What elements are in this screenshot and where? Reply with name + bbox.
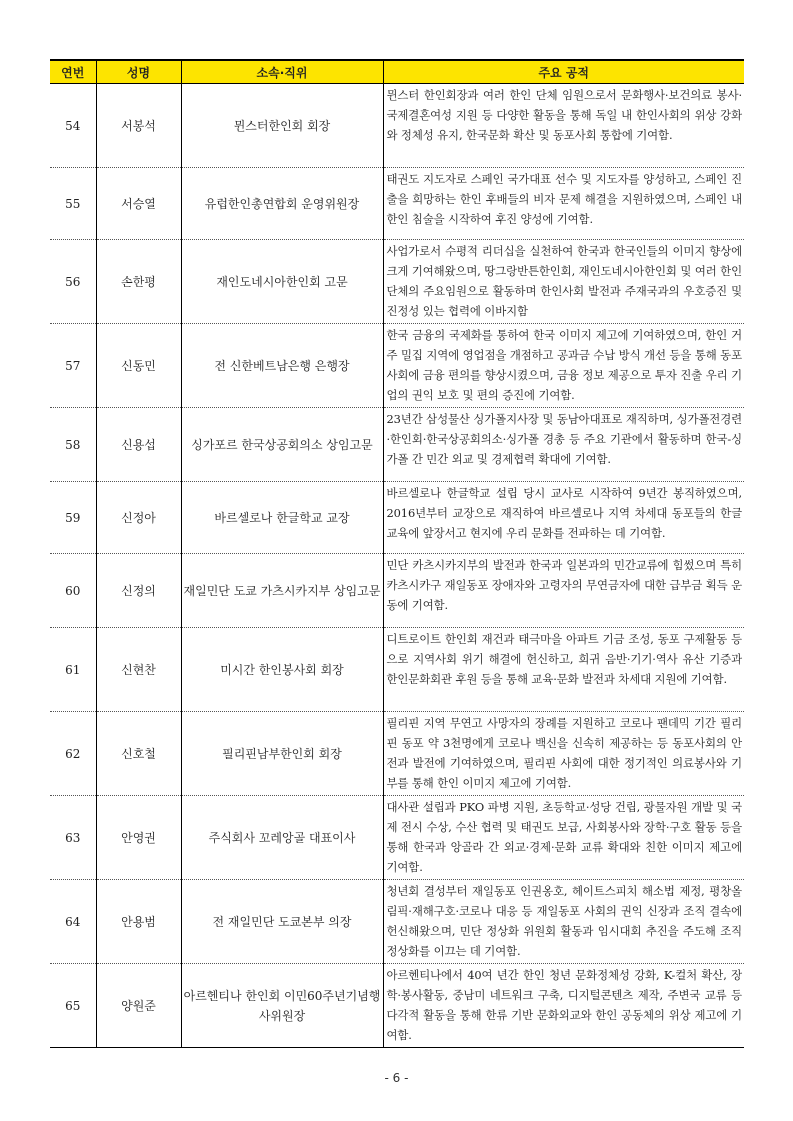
row-name: 서봉석 — [96, 84, 181, 168]
row-achievement: 바르셀로나 한글학교 설립 당시 교사로 시작하여 9년간 봉직하였으며, 2016년부터 교장으로 재직하여 바르셀로나 지역 차세대 동포들의 한글 교육에 앞장서고 현지에 우리 문화를 전파하는 데 기여함. — [383, 482, 744, 554]
row-num: 55 — [50, 168, 96, 240]
row-affiliation: 재일민단 도쿄 가츠시카지부 상임고문 — [181, 554, 383, 628]
row-num: 64 — [50, 880, 96, 964]
awards-table-container — [50, 59, 744, 1048]
row-num: 57 — [50, 324, 96, 408]
row-name: 양원준 — [96, 964, 181, 1048]
table-row — [50, 628, 744, 712]
row-affiliation: 뮌스터한인회 회장 — [181, 84, 383, 168]
table-row — [50, 554, 744, 628]
row-affiliation: 전 재일민단 도쿄본부 의장 — [181, 880, 383, 964]
row-achievement: 23년간 삼성물산 싱가폴지사장 및 동남아대표로 재직하며, 싱가폴전경련·한인회·한국상공회의소·싱가폴 경총 등 주요 기관에서 활동하며 한국-싱가폴 간 민간 외교 및 경제협력 확대에 기여함. — [383, 408, 744, 482]
header-affiliation: 소속·직위 — [181, 60, 383, 84]
row-achievement: 아르헨티나에서 40여 년간 한인 청년 문화정체성 강화, K-컬처 확산, 장학·봉사활동, 중남미 네트워크 구축, 디지털콘텐츠 제작, 주변국 교류 등 다각적 활동을 통해 한류 기반 문화외교와 한인 공동체의 위상 제고에 기여함. — [383, 964, 744, 1048]
row-affiliation: 재인도네시아한인회 고문 — [181, 240, 383, 324]
row-achievement: 청년회 결성부터 재일동포 인권옹호, 헤이트스피치 해소법 제정, 평창올림픽·재해구호·코로나 대응 등 재일동포 사회의 권익 신장과 조직 결속에 헌신해왔으며, 민단 정상화 위원회 활동과 임시대회 추진을 주도해 조직 정상화를 이끄는 데 기여함. — [383, 880, 744, 964]
row-num: 56 — [50, 240, 96, 324]
table-row — [50, 712, 744, 796]
row-num: 62 — [50, 712, 96, 796]
table-row — [50, 482, 744, 554]
table-row — [50, 880, 744, 964]
row-name: 안용범 — [96, 880, 181, 964]
row-num: 61 — [50, 628, 96, 712]
row-name: 신정아 — [96, 482, 181, 554]
row-achievement: 한국 금융의 국제화를 통하여 한국 이미지 제고에 기여하였으며, 한인 거주 밀집 지역에 영업점을 개점하고 공과금 수납 방식 개선 등을 통해 동포사회에 금융 편의를 향상시켰으며, 금융 정보 제공으로 투자 진출 우리 기업의 권익 보호 및 편의 증진에 기여함. — [383, 324, 744, 408]
table-header-row — [50, 60, 744, 84]
page-number: - 6 - — [384, 1071, 409, 1085]
row-achievement: 디트로이트 한인회 재건과 태극마을 아파트 기금 조성, 동포 구제활동 등으로 지역사회 위기 해결에 헌신하고, 희귀 음반·기기·역사 유산 기증과 한인문화회관 후원 등을 통해 교육·문화 발전과 차세대 지원에 기여함. — [383, 628, 744, 712]
row-name: 신호철 — [96, 712, 181, 796]
table-row — [50, 408, 744, 482]
awards-table — [50, 59, 744, 1048]
header-num: 연번 — [50, 60, 96, 84]
row-name: 신동민 — [96, 324, 181, 408]
row-name: 신현찬 — [96, 628, 181, 712]
row-name: 신정의 — [96, 554, 181, 628]
row-achievement: 뮌스터 한인회장과 여러 한인 단체 임원으로서 문화행사·보건의료 봉사·국제결혼여성 지원 등 다양한 활동을 통해 독일 내 한인사회의 위상 강화와 정체성 유지, 한국문화 확산 및 동포사회 통합에 기여함. — [383, 84, 744, 168]
row-num: 58 — [50, 408, 96, 482]
row-achievement: 대사관 설립과 PKO 파병 지원, 초등학교·성당 건립, 광물자원 개발 및 국제 전시 수상, 수산 협력 및 태권도 보급, 사회봉사와 장학·구호 활동 등을 통해 한국과 앙골라 간 외교·경제·문화 교류 확대와 친한 이미지 제고에 기여함. — [383, 796, 744, 880]
row-achievement: 태권도 지도자로 스페인 국가대표 선수 및 지도자를 양성하고, 스페인 진출을 희망하는 한인 후배들의 비자 문제 해결을 지원하였으며, 스페인 내 한인 침술을 시작하여 후진 양성에 기여함. — [383, 168, 744, 240]
row-affiliation: 싱가포르 한국상공회의소 상임고문 — [181, 408, 383, 482]
header-name: 성명 — [96, 60, 181, 84]
row-name: 서승열 — [96, 168, 181, 240]
row-affiliation: 주식회사 꼬레앙골 대표이사 — [181, 796, 383, 880]
row-achievement: 사업가로서 수평적 리더십을 실천하여 한국과 한국인들의 이미지 향상에 크게 기여해왔으며, 땅그랑반튼한인회, 재인도네시아한인회 및 여러 한인단체의 주요임원으로 활동하며 한인사회 발전과 주재국과의 우호증진 및 진정성 있는 협력에 이바지함 — [383, 240, 744, 324]
row-affiliation: 미시간 한인봉사회 회장 — [181, 628, 383, 712]
row-affiliation: 바르셀로나 한글학교 교장 — [181, 482, 383, 554]
row-num: 59 — [50, 482, 96, 554]
row-affiliation: 유럽한인총연합회 운영위원장 — [181, 168, 383, 240]
row-num: 63 — [50, 796, 96, 880]
row-name: 안영권 — [96, 796, 181, 880]
table-row — [50, 964, 744, 1048]
row-achievement: 민단 카츠시카지부의 발전과 한국과 일본과의 민간교류에 힘썼으며 특히 카츠시카구 재일동포 장애자와 고령자의 무연금자에 대한 급부금 획득 운동에 기여함. — [383, 554, 744, 628]
row-num: 54 — [50, 84, 96, 168]
header-achievement: 주요 공적 — [383, 60, 744, 84]
row-num: 65 — [50, 964, 96, 1048]
row-num: 60 — [50, 554, 96, 628]
row-name: 신용섭 — [96, 408, 181, 482]
table-row — [50, 796, 744, 880]
row-name: 손한평 — [96, 240, 181, 324]
row-affiliation: 전 신한베트남은행 은행장 — [181, 324, 383, 408]
row-achievement: 필리핀 지역 무연고 사망자의 장례를 지원하고 코로나 팬데믹 기간 필리핀 동포 약 3천명에게 코로나 백신을 신속히 제공하는 등 동포사회의 안전과 발전에 기여하였으며, 필리핀 사회에 대한 정기적인 의료봉사와 기부를 통해 한인 이미지 제고에 기여함. — [383, 712, 744, 796]
table-row — [50, 84, 744, 168]
table-row — [50, 240, 744, 324]
row-affiliation: 아르헨티나 한인회 이민60주년기념행사위원장 — [181, 964, 383, 1048]
row-affiliation: 필리핀남부한인회 회장 — [181, 712, 383, 796]
table-row — [50, 168, 744, 240]
table-row — [50, 324, 744, 408]
